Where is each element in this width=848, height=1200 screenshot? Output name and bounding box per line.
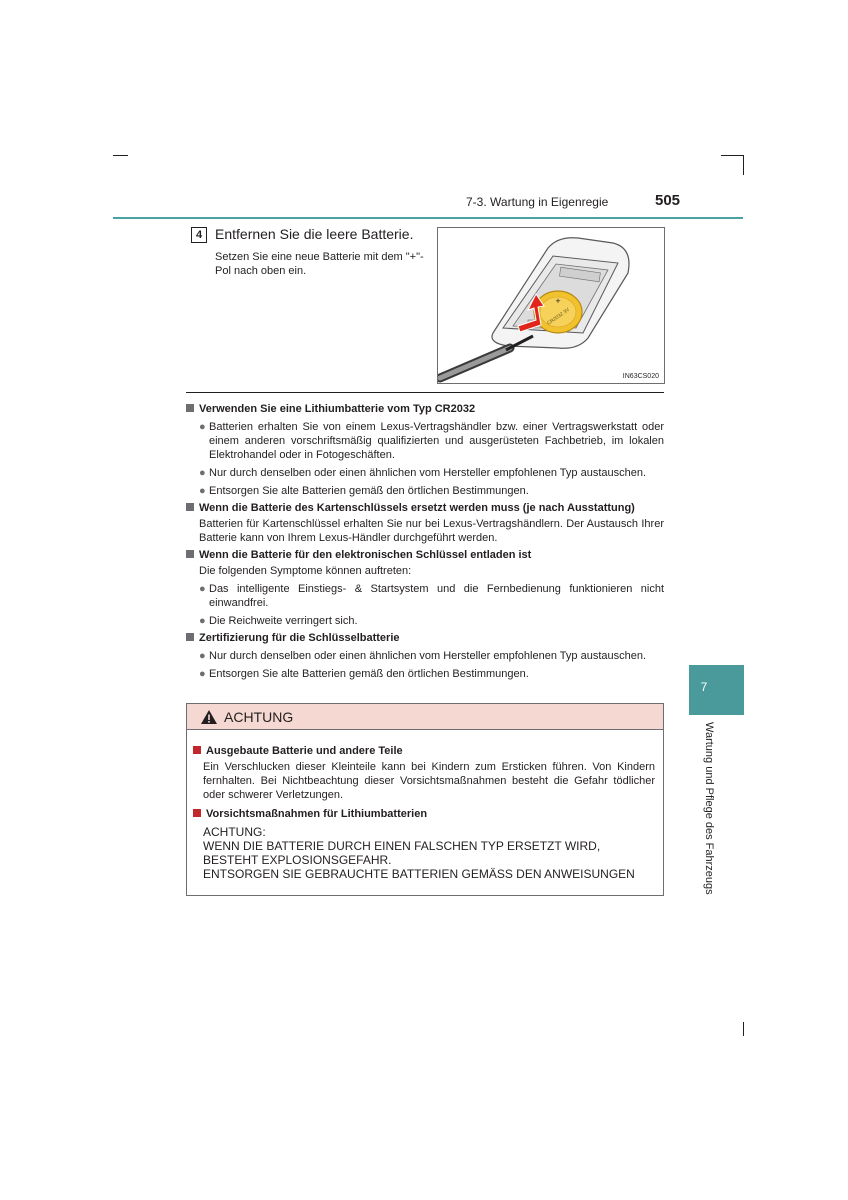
bullet-icon: ●	[199, 615, 206, 627]
crop-mark-top-right-v	[743, 155, 744, 175]
chapter-number: 7	[700, 680, 708, 694]
chapter-label: Wartung und Pflege des Fahrzeugs	[703, 722, 715, 895]
key-battery-illustration	[437, 227, 665, 384]
step-number-box: 4	[191, 227, 207, 243]
warning-body	[193, 741, 655, 881]
warning-header	[187, 704, 663, 730]
right-margin-mark	[743, 1022, 744, 1036]
warning-caps-text	[193, 825, 655, 881]
section-heading: Wenn die Batterie des Kartenschlüssels ersetzt werden muss (je nach Ausstattung)	[186, 501, 664, 515]
notes-content	[186, 399, 664, 681]
bullet-icon: ●	[199, 485, 206, 497]
step-description: Setzen Sie eine neue Batterie mit dem "+"-Pol nach oben ein.	[215, 251, 424, 277]
battery-plus: +	[555, 296, 561, 306]
list-item: ● Entsorgen Sie alte Batterien gemäß den örtlichen Bestimmungen.	[199, 668, 529, 680]
chapter-tab	[689, 665, 744, 715]
crop-mark-top-left	[113, 155, 128, 156]
square-bullet-icon	[193, 746, 201, 754]
crop-mark-top-right-h	[721, 155, 744, 156]
list-item: ● Die Reichweite verringert sich.	[199, 615, 358, 627]
bullet-icon: ●	[199, 467, 206, 479]
paragraph: Batterien für Kartenschlüssel erhalten Sie nur bei Lexus-Vertragshändlern. Der Austausch Ihrer Batterie kann von Ihrem Lexus-Händler durchgeführt werden.	[199, 518, 664, 544]
section-title: 7-3. Wartung in Eigenregie	[466, 195, 609, 209]
list-item: ● Batterien erhalten Sie von einem Lexus-Vertragshändler bzw. einer Vertragswerkstatt oder einem anderen vorschriftsmäßig qualifizierten und ausgerüsteten Fachbetrieb, im lokalen Elektrohandel oder in Fotogeschäften.	[199, 421, 664, 461]
warning-title: ACHTUNG	[224, 709, 294, 725]
list-item: ● Nur durch denselben oder einen ähnlichen vom Hersteller empfohlenen Typ austauschen.	[199, 467, 647, 479]
header-rule	[113, 217, 743, 219]
caps-line: ACHTUNG:	[203, 825, 266, 839]
bullet-icon: ●	[199, 583, 206, 595]
bullet-icon: ●	[199, 668, 206, 680]
square-bullet-icon	[186, 633, 194, 641]
section-heading: Wenn die Batterie für den elektronischen Schlüssel entladen ist	[186, 548, 664, 562]
figure-code: IN63CS020	[622, 373, 659, 380]
caps-line: ENTSORGEN SIE GEBRAUCHTE BATTERIEN GEMÄSS DEN ANWEISUNGEN	[203, 867, 635, 881]
bullet-icon: ●	[199, 421, 206, 433]
square-bullet-icon	[193, 809, 201, 817]
list-item: ● Das intelligente Einstiegs- & Startsystem und die Fernbedienung funktionieren nicht einwandfrei.	[199, 583, 664, 609]
section-heading: Verwenden Sie eine Lithiumbatterie vom Typ CR2032	[186, 402, 664, 416]
paragraph: Die folgenden Symptome können auftreten:	[199, 565, 412, 577]
warning-box	[186, 703, 664, 896]
bullet-icon: ●	[199, 650, 206, 662]
section-rule	[186, 392, 664, 393]
square-bullet-icon	[186, 404, 194, 412]
square-bullet-icon	[186, 503, 194, 511]
key-battery-drawing	[438, 228, 664, 383]
list-item: ● Entsorgen Sie alte Batterien gemäß den örtlichen Bestimmungen.	[199, 485, 529, 497]
caps-line: WENN DIE BATTERIE DURCH EINEN FALSCHEN TYP ERSETZT WIRD, BESTEHT EXPLOSIONSGEFAHR.	[203, 839, 601, 867]
battery-label: CR2032 3V	[546, 306, 571, 327]
page-number: 505	[655, 192, 681, 209]
square-bullet-icon	[186, 550, 194, 558]
warning-text: Ein Verschlucken dieser Kleinteile kann bei Kindern zum Ersticken führen. Von Kindern fernhalten. Bei Nichtbeachtung dieser Vorsichtsmaßnahmen besteht die Gefahr tödlicher oder schwerer Verletzungen.	[203, 761, 655, 801]
warning-triangle-icon	[200, 709, 218, 725]
step-title: Entfernen Sie die leere Batterie.	[215, 226, 414, 242]
section-heading: Zertifizierung für die Schlüsselbatterie	[186, 631, 664, 645]
list-item: ● Nur durch denselben oder einen ähnlichen vom Hersteller empfohlenen Typ austauschen.	[199, 650, 647, 662]
warning-item-heading: Vorsichtsmaßnahmen für Lithiumbatterien	[193, 807, 655, 821]
warning-item-heading: Ausgebaute Batterie und andere Teile	[193, 744, 655, 758]
